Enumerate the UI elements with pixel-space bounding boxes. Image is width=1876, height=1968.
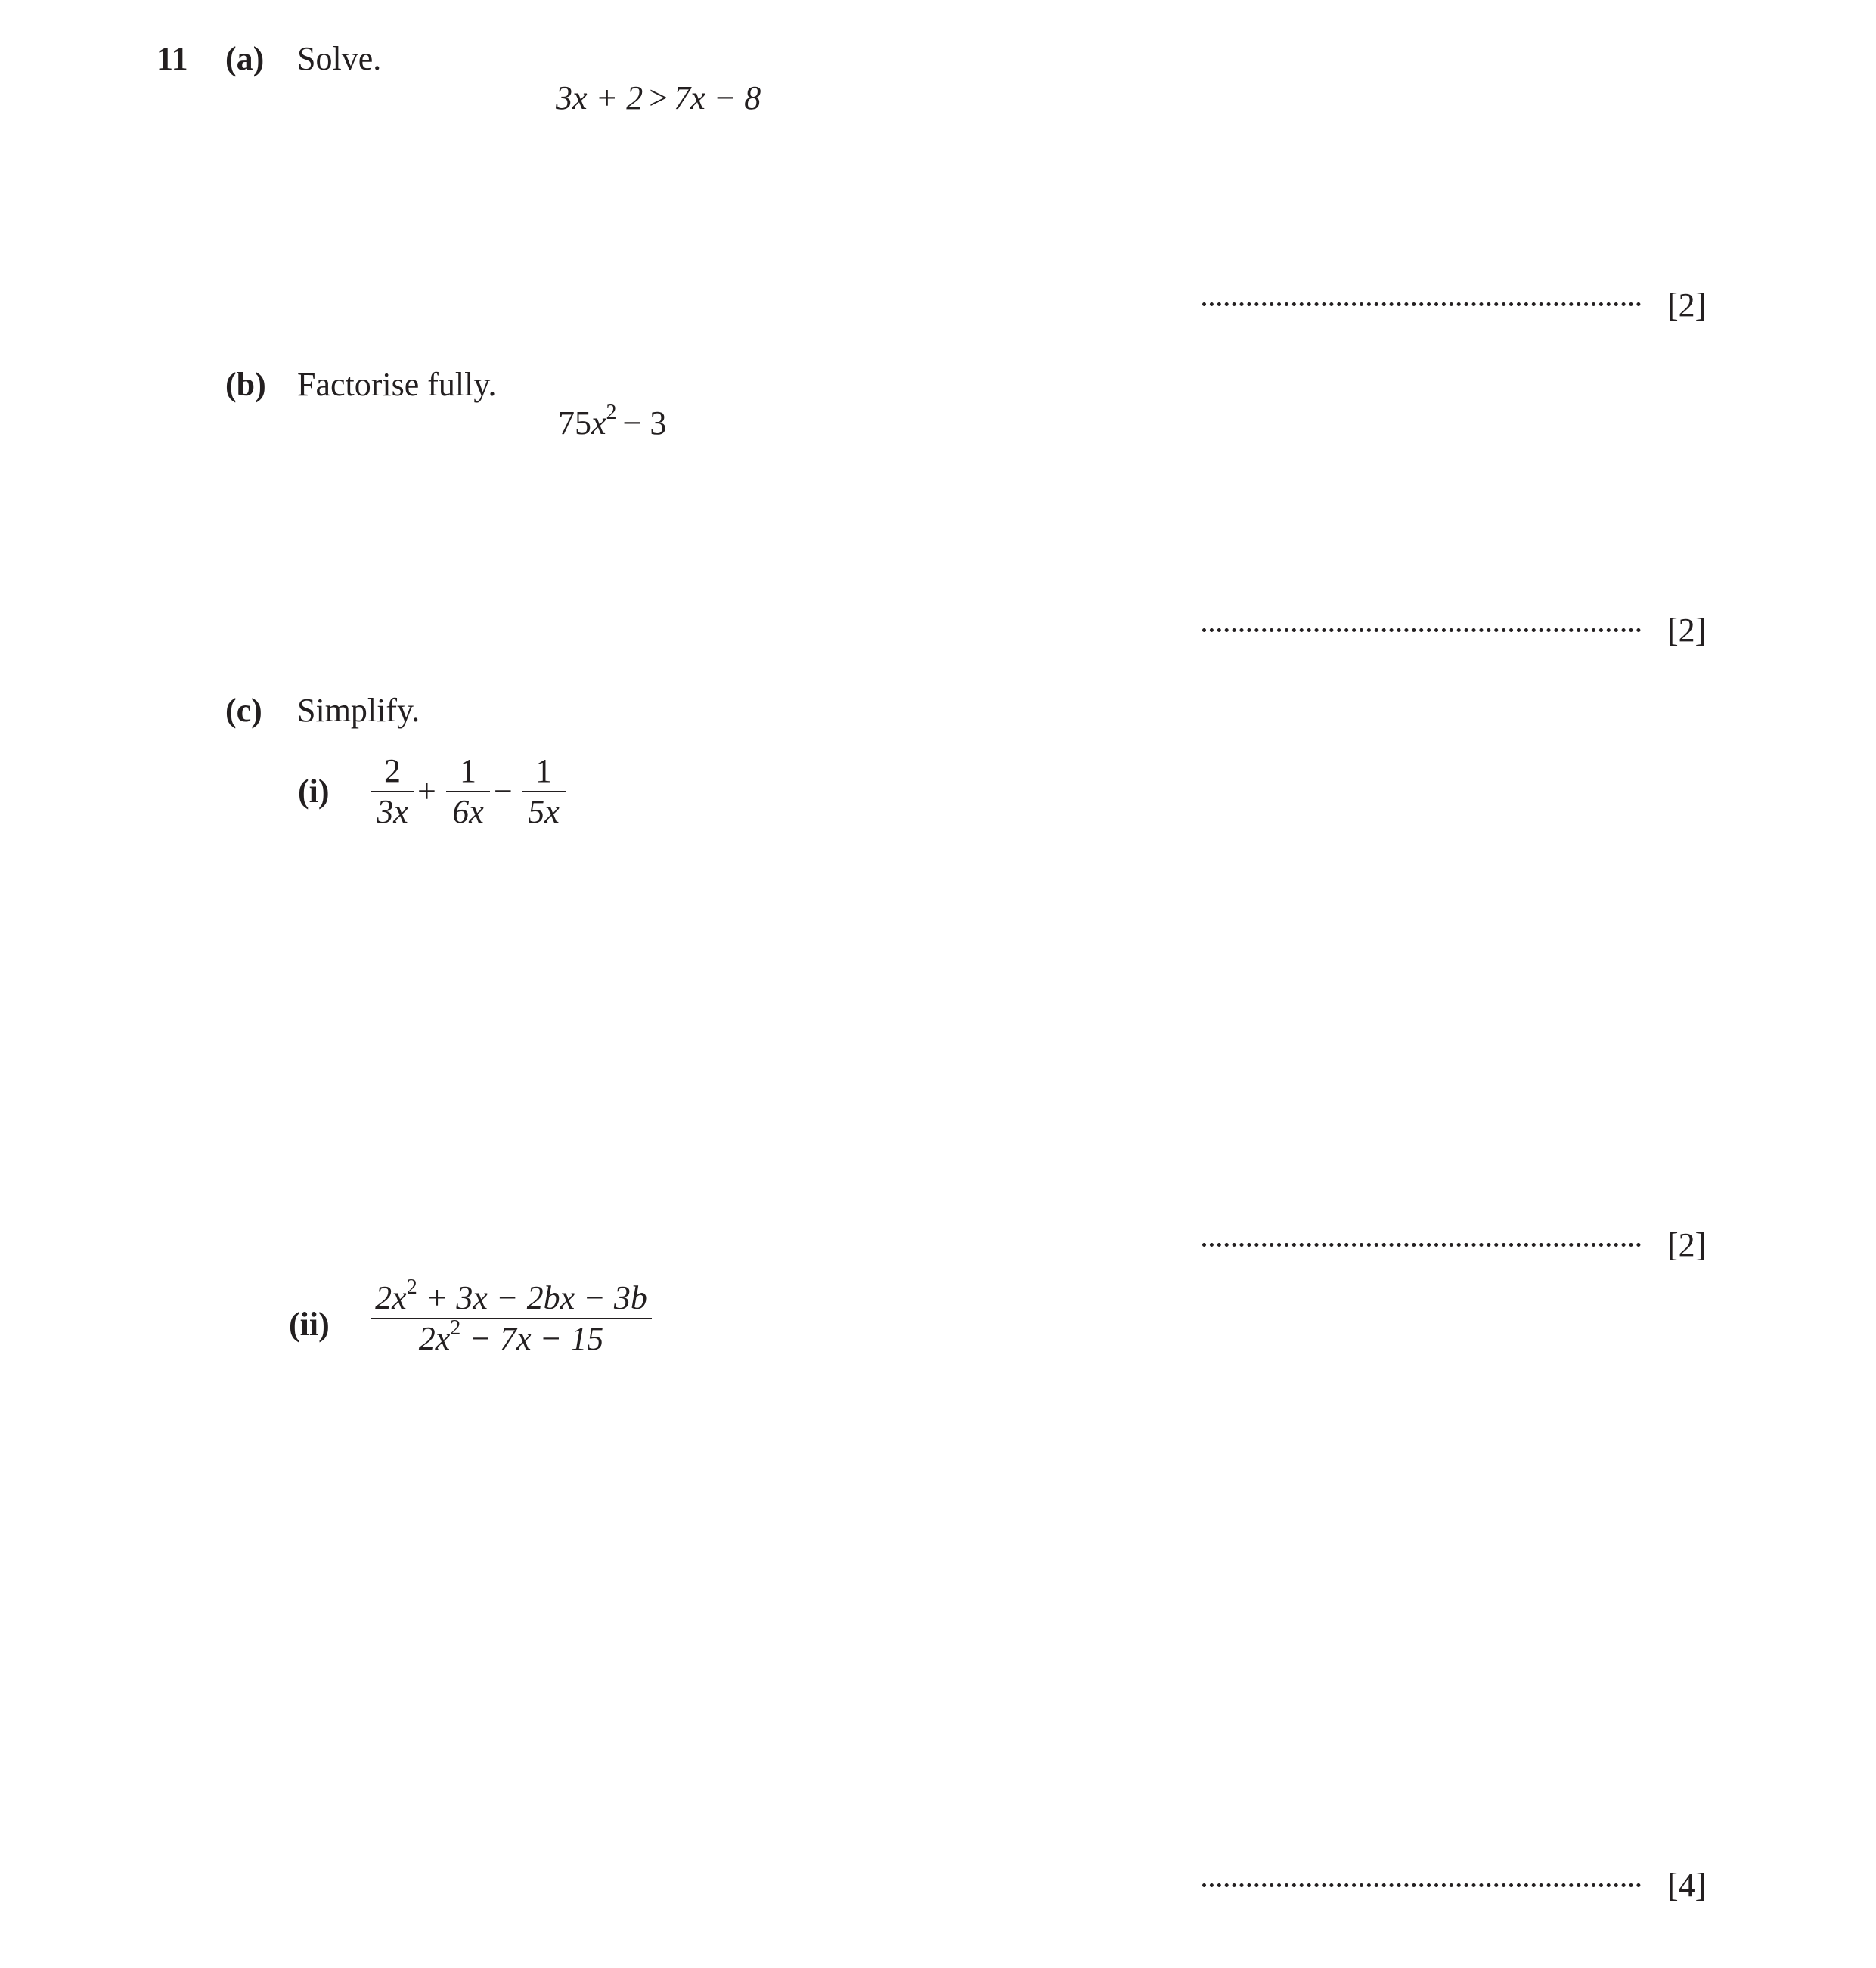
- numerator-lead: 2x: [375, 1279, 407, 1316]
- fraction-1-bar: [371, 791, 414, 792]
- denominator-exponent: 2: [450, 1316, 461, 1340]
- question-number: 11: [157, 40, 188, 77]
- fraction-2-num: 1: [460, 752, 476, 789]
- expr-coef: 75: [558, 404, 591, 442]
- fraction-2-den: 6x: [452, 793, 484, 830]
- numerator-rest: + 3x − 2bx − 3b: [425, 1279, 647, 1316]
- rational-numerator: [371, 1275, 652, 1316]
- answer-line-b[interactable]: [1202, 628, 1641, 632]
- expr-var: x: [591, 404, 606, 442]
- part-b-instruction: Factorise fully.: [297, 366, 497, 403]
- fraction-3: [522, 752, 566, 830]
- part-c-label: (c): [225, 692, 262, 729]
- marks-c-ii: [4]: [1667, 1867, 1707, 1904]
- op-minus: −: [494, 773, 513, 810]
- inequality-rhs: 7x − 8: [674, 79, 761, 116]
- inequality-lhs: 3x + 2: [556, 79, 643, 116]
- expr-exponent: 2: [606, 401, 617, 424]
- fraction-2: [446, 752, 490, 830]
- fraction-3-bar: [522, 791, 566, 792]
- fraction-1: [371, 752, 414, 830]
- subpart-ii-label: (ii): [289, 1306, 330, 1343]
- fraction-1-den: 3x: [377, 793, 408, 830]
- part-b-expression: [558, 401, 672, 442]
- fraction-3-num: 1: [535, 752, 552, 789]
- answer-line-c-i[interactable]: [1202, 1243, 1641, 1247]
- marks-b: [2]: [1667, 612, 1707, 649]
- part-b-label: (b): [225, 366, 266, 403]
- part-a-instruction: Solve.: [297, 40, 382, 77]
- numerator-exponent: 2: [406, 1275, 417, 1299]
- rational-bar: [371, 1318, 652, 1319]
- denominator-rest: − 7x − 15: [469, 1320, 604, 1357]
- fraction-1-num: 2: [384, 752, 401, 789]
- fraction-3-den: 5x: [528, 793, 560, 830]
- inequality-operator: >: [649, 79, 668, 116]
- expr-rest: − 3: [622, 404, 667, 442]
- denominator-lead: 2x: [418, 1320, 451, 1357]
- part-c-instruction: Simplify.: [297, 692, 420, 729]
- answer-line-c-ii[interactable]: [1202, 1883, 1641, 1887]
- part-a-inequality: [556, 79, 761, 116]
- answer-line-a[interactable]: [1202, 302, 1641, 306]
- marks-c-i: [2]: [1667, 1226, 1707, 1263]
- part-a-label: (a): [225, 40, 265, 77]
- rational-expression: [371, 1275, 652, 1357]
- fraction-2-bar: [446, 791, 490, 792]
- marks-a: [2]: [1667, 287, 1707, 324]
- subpart-i-label: (i): [298, 773, 330, 810]
- rational-denominator: [371, 1316, 652, 1357]
- op-plus: +: [417, 773, 436, 810]
